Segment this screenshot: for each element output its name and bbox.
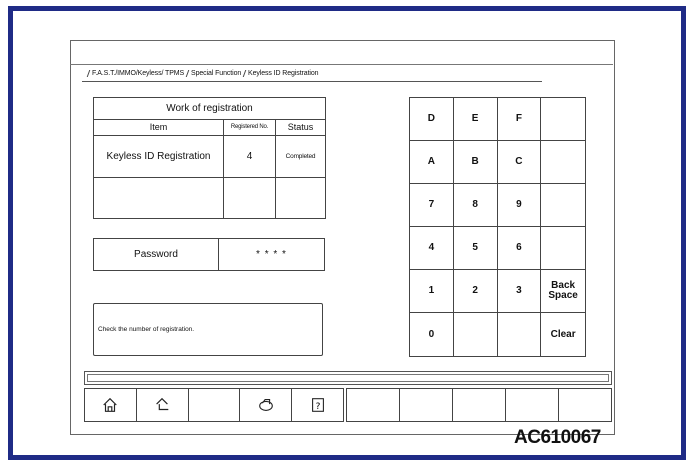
key-8[interactable]: 8 (454, 184, 498, 227)
header-divider (70, 64, 613, 65)
key-1[interactable]: 1 (410, 270, 454, 313)
password-label: Password (94, 239, 219, 270)
key-7[interactable]: 7 (410, 184, 454, 227)
toolbar-slot[interactable] (453, 389, 506, 421)
svg-text:?: ? (315, 402, 320, 413)
cell-status: Completed (276, 135, 326, 178)
breadcrumb (88, 70, 322, 77)
clear-button[interactable]: Clear (550, 328, 576, 340)
status-bar (84, 371, 612, 385)
key-9[interactable]: 9 (498, 184, 542, 227)
back-icon (153, 396, 171, 414)
header-item: Item (94, 120, 224, 135)
back-button[interactable] (137, 389, 189, 421)
help-icon (309, 396, 327, 414)
password-input[interactable]: * * * * (256, 249, 287, 260)
toolbar-slot[interactable] (506, 389, 559, 421)
password-field (93, 238, 325, 271)
table-row (94, 135, 326, 178)
key-e[interactable]: E (454, 98, 498, 141)
table-title: Work of registration (94, 98, 326, 120)
key-5[interactable]: 5 (454, 227, 498, 270)
toolbar-slot[interactable] (559, 389, 611, 421)
toolbar-left (84, 388, 344, 422)
backspace-button[interactable] (541, 270, 585, 313)
toolbar-right (346, 388, 612, 422)
cell-item: Keyless ID Registration (94, 135, 224, 178)
message-text: Check the number of registration. (98, 326, 195, 333)
key-blank (541, 98, 585, 141)
backspace-label: Back Space (548, 280, 578, 301)
cell-item (94, 178, 224, 219)
table-row (94, 178, 326, 219)
key-4[interactable]: 4 (410, 227, 454, 270)
cell-registered-no: 4 (224, 135, 276, 178)
key-6[interactable]: 6 (498, 227, 542, 270)
key-3[interactable]: 3 (498, 270, 542, 313)
work-of-registration-table (93, 97, 326, 219)
header-status: Status (276, 120, 326, 135)
message-box (93, 303, 323, 356)
print-icon (257, 396, 275, 414)
key-blank (541, 184, 585, 227)
header-registered-no: Registered No. (224, 120, 276, 135)
key-blank (454, 313, 498, 356)
home-icon (101, 396, 119, 414)
key-blank (541, 227, 585, 270)
key-f[interactable]: F (498, 98, 542, 141)
toolbar-slot[interactable] (347, 389, 400, 421)
key-0[interactable]: 0 (410, 313, 454, 356)
key-c[interactable]: C (498, 141, 542, 184)
print-button[interactable] (240, 389, 292, 421)
breadcrumb-underline (82, 81, 542, 82)
home-button[interactable] (85, 389, 137, 421)
cell-registered-no (224, 178, 276, 219)
key-a[interactable]: A (410, 141, 454, 184)
breadcrumb-tab-special-function[interactable]: Special Function (186, 70, 246, 77)
blank-button[interactable] (189, 389, 241, 421)
key-2[interactable]: 2 (454, 270, 498, 313)
key-b[interactable]: B (454, 141, 498, 184)
help-button[interactable] (292, 389, 343, 421)
breadcrumb-tab-fast[interactable]: F.A.S.T./IMMO/Keyless/ TPMS (87, 70, 189, 77)
key-d[interactable]: D (410, 98, 454, 141)
toolbar-slot[interactable] (400, 389, 453, 421)
key-blank (498, 313, 542, 356)
cell-status (276, 178, 326, 219)
figure-code: AC610067 (514, 427, 601, 448)
breadcrumb-tab-keyless-id[interactable]: Keyless ID Registration (243, 70, 323, 77)
status-bar-inner (87, 374, 609, 382)
key-blank (541, 141, 585, 184)
keypad (409, 97, 586, 357)
